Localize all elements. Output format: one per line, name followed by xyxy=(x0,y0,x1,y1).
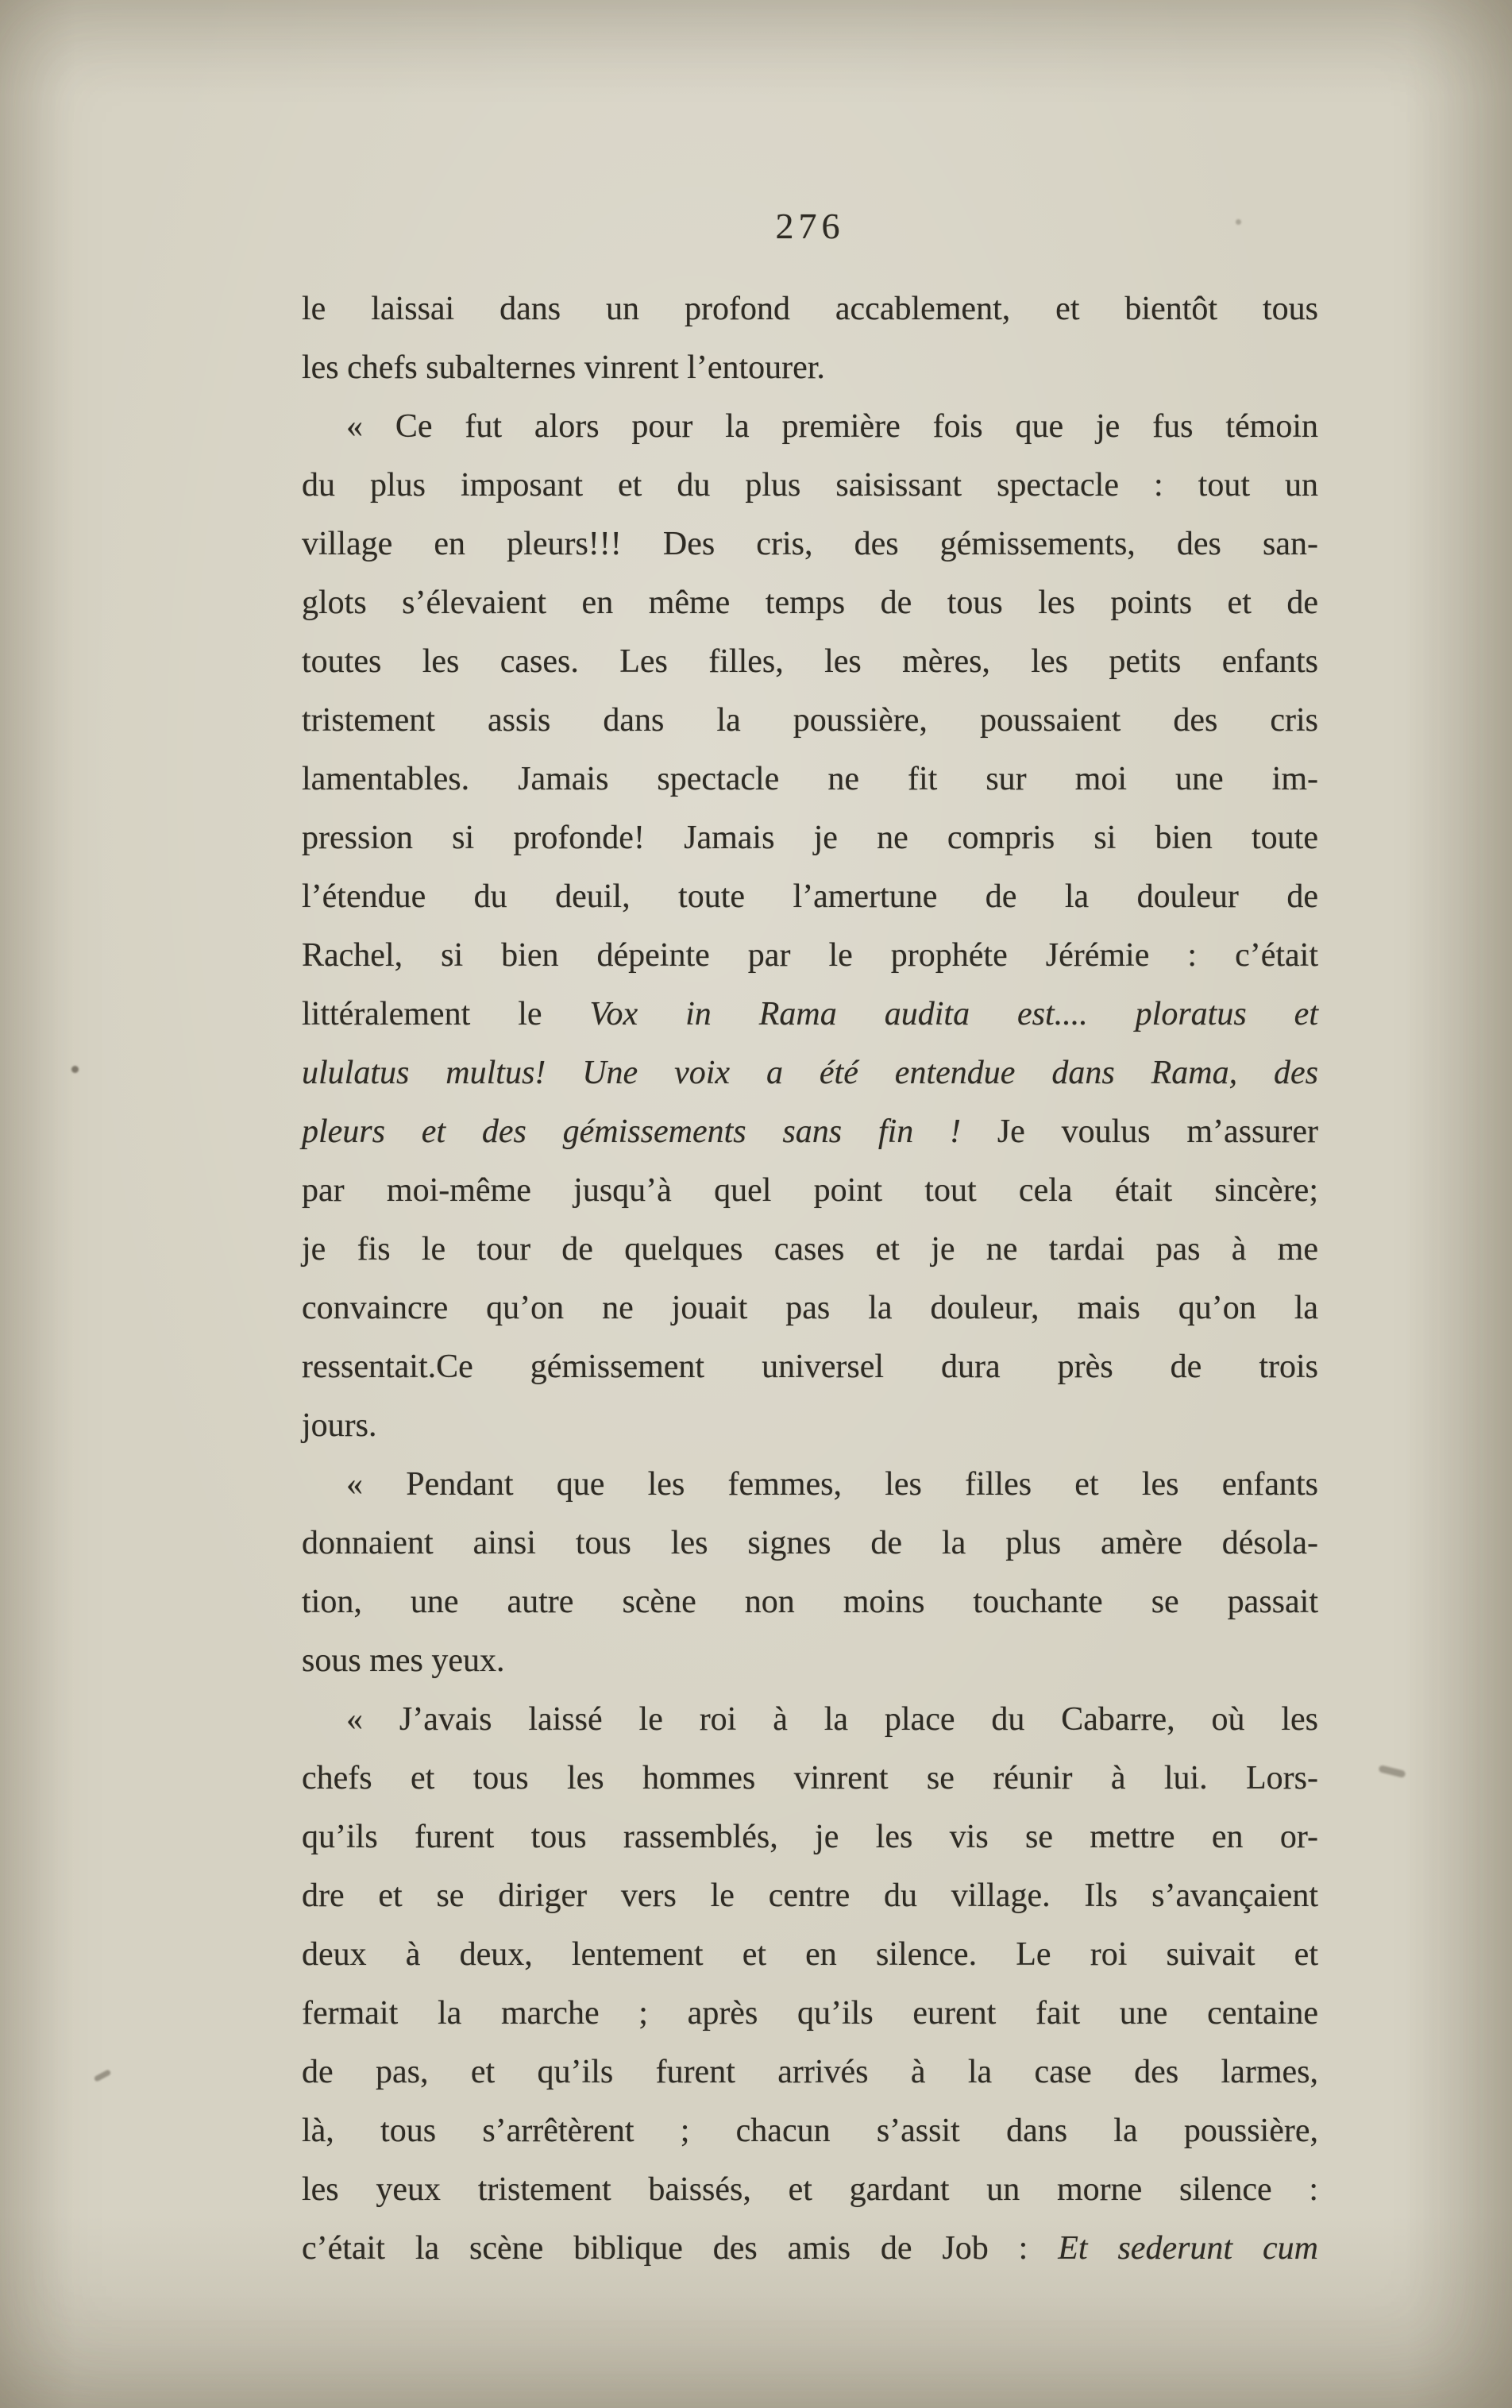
paper-speck xyxy=(1378,1765,1406,1778)
text-segment: ressentait.Ce gémissement universel dura près de trois xyxy=(302,1349,1318,1385)
text-segment: c’était la scène biblique des amis de Job : xyxy=(302,2230,1059,2267)
text-line xyxy=(302,456,1318,515)
text-line xyxy=(302,1220,1318,1279)
text-line xyxy=(302,515,1318,573)
text-line xyxy=(302,691,1318,750)
text-line xyxy=(302,397,1318,456)
text-segment: donnaient ainsi tous les signes de la plus amère désola- xyxy=(302,1525,1318,1561)
text-line xyxy=(302,280,1318,338)
text-line xyxy=(302,1925,1318,1984)
text-line xyxy=(302,1808,1318,1866)
text-line xyxy=(302,1690,1318,1749)
text-line xyxy=(302,2219,1318,2278)
text-segment: glots s’élevaient en même temps de tous les points et de xyxy=(302,585,1318,621)
text-line xyxy=(302,985,1318,1044)
italic-text-segment: pleurs et des gémissements sans fin ! xyxy=(302,1113,997,1150)
text-line xyxy=(302,1631,1318,1690)
text-segment: convaincre qu’on ne jouait pas la douleur, mais qu’on la xyxy=(302,1290,1318,1326)
text-line xyxy=(302,1455,1318,1514)
text-segment: qu’ils furent tous rassemblés, je les vis se mettre en or- xyxy=(302,1819,1318,1855)
text-segment: jours. xyxy=(302,1407,377,1444)
text-line xyxy=(302,1279,1318,1337)
text-segment: littéralement le xyxy=(302,996,590,1032)
text-line xyxy=(302,338,1318,397)
text-segment: toutes les cases. Les filles, les mères, les petits enfants xyxy=(302,643,1318,680)
text-line xyxy=(302,1102,1318,1161)
text-line xyxy=(302,926,1318,985)
text-segment: le laissai dans un profond accablement, et bientôt tous xyxy=(302,291,1318,327)
text-segment: « Pendant que les femmes, les filles et les enfants xyxy=(346,1466,1318,1503)
text-line xyxy=(302,1866,1318,1925)
text-segment: pression si profonde! Jamais je ne compris si bien toute xyxy=(302,820,1318,856)
text-line xyxy=(302,750,1318,808)
text-segment: l’étendue du deuil, toute l’amertune de la douleur de xyxy=(302,878,1318,915)
text-segment: fermait la marche ; après qu’ils eurent fait une centaine xyxy=(302,1995,1318,2032)
text-segment: du plus imposant et du plus saisissant spectacle : tout un xyxy=(302,467,1318,504)
text-line xyxy=(302,632,1318,691)
text-line xyxy=(302,1396,1318,1455)
text-line xyxy=(302,808,1318,867)
text-segment: de pas, et qu’ils furent arrivés à la case des larmes, xyxy=(302,2054,1318,2090)
text-segment: les yeux tristement baissés, et gardant un morne silence : xyxy=(302,2171,1318,2208)
text-segment: Rachel, si bien dépeinte par le prophéte Jérémie : c’était xyxy=(302,937,1318,974)
text-line xyxy=(302,2043,1318,2101)
text-segment: dre et se diriger vers le centre du village. Ils s’avançaient xyxy=(302,1877,1318,1914)
text-segment: je fis le tour de quelques cases et je ne tardai pas à me xyxy=(302,1231,1318,1268)
text-line xyxy=(302,573,1318,632)
italic-text-segment: Vox in Rama audita est.... ploratus et xyxy=(589,996,1318,1032)
text-segment: par moi-même jusqu’à quel point tout cela était sincère; xyxy=(302,1172,1318,1209)
text-block xyxy=(302,280,1318,2278)
text-segment: « Ce fut alors pour la première fois que je fus témoin xyxy=(346,408,1318,445)
text-line xyxy=(302,1337,1318,1396)
italic-text-segment: ululatus multus! Une voix a été entendue dans Rama, des xyxy=(302,1055,1318,1091)
page-number: 276 xyxy=(775,206,845,246)
text-segment: « J’avais laissé le roi à la place du Cabarre, où les xyxy=(346,1701,1318,1738)
text-line xyxy=(302,1044,1318,1102)
text-line xyxy=(302,1573,1318,1631)
text-segment: deux à deux, lentement et en silence. Le roi suivait et xyxy=(302,1936,1318,1973)
text-line xyxy=(302,2160,1318,2219)
text-segment: Je voulus m’assurer xyxy=(997,1113,1318,1150)
text-segment: lamentables. Jamais spectacle ne fit sur moi une im- xyxy=(302,761,1318,797)
italic-text-segment: Et sederunt cum xyxy=(1058,2230,1318,2267)
text-line xyxy=(302,1984,1318,2043)
text-segment: sous mes yeux. xyxy=(302,1642,505,1679)
text-segment: chefs et tous les hommes vinrent se réunir à lui. Lors- xyxy=(302,1760,1318,1796)
text-line xyxy=(302,1514,1318,1573)
text-segment: là, tous s’arrêtèrent ; chacun s’assit dans la poussière, xyxy=(302,2113,1318,2149)
paper-speck xyxy=(71,1066,79,1073)
text-segment: tristement assis dans la poussière, poussaient des cris xyxy=(302,702,1318,739)
text-segment: village en pleurs!!! Des cris, des gémissements, des san- xyxy=(302,526,1318,562)
text-line xyxy=(302,867,1318,926)
text-segment: tion, une autre scène non moins touchante se passait xyxy=(302,1584,1318,1620)
paper-speck xyxy=(1236,219,1241,225)
text-line xyxy=(302,2101,1318,2160)
text-line xyxy=(302,1161,1318,1220)
text-segment: les chefs subalternes vinrent l’entourer. xyxy=(302,349,825,386)
text-line xyxy=(302,1749,1318,1808)
paper-speck xyxy=(94,2069,112,2082)
